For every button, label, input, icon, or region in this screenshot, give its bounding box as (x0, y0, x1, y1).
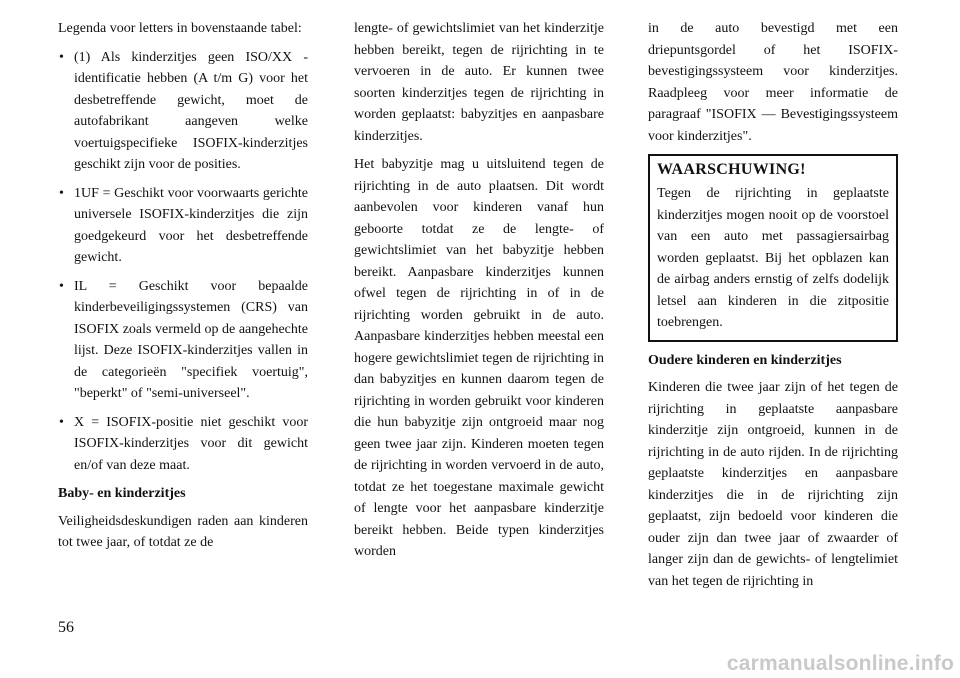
warning-box (648, 154, 898, 342)
paragraph-attachment: in de auto bevestigd met een driepuntsgordel of het ISOFIX-bevestigingssysteem voor kinderzitjes. Raadpleeg voor meer informatie de paragraaf "ISOFIX — Bevestigingssysteem voor kinderzitjes". (648, 21, 898, 144)
page-number: 56 (58, 619, 74, 636)
legend-item-il: • IL = Geschikt voor bepaalde kinderbeveiligingssystemen (CRS) van ISOFIX zoals vermeld op de aangehechte lijst. Deze ISOFIX-kinderzitjes vallen in de categorieën "specifiek voertuig", "beperkt" of "semi-universeel". (58, 276, 308, 405)
legend-intro: Legenda voor letters in bovenstaande tabel: (58, 21, 302, 36)
warning-title: WAARSCHUWING! (657, 161, 806, 178)
legend-item-1: • (1) Als kinderzitjes geen ISO/XX -identificatie hebben (A t/m G) voor het desbetreffende gewicht, moet de autofabrikant aangeven welke voertuigspecifieke ISOFIX-kinderzitjes geschikt zijn voor de posities. (58, 47, 308, 176)
warning-text: Tegen de rijrichting in geplaatste kinderzitjes mogen nooit op de voorstoel van een auto met passagiersairbag worden geplaatst. Bij het opblazen kan de airbag anders ernstig of zelfs dodelijk letsel aan kinderen in die zitpositie toebrengen. (657, 186, 889, 330)
paragraph-older-children: Kinderen die twee jaar zijn of het tegen de rijrichting in geplaatste aanpasbare kinderzitje zijn ontgroeid, kunnen in de rijrichting in de auto rijden. In de rijrichting geplaatste kinderzitjes en aanpasbare kinderzitjes die in de rijrichting zijn geplaatst, zijn bedoeld voor kinderen die ouder zijn dan twee jaar of zwaarder of langer zijn dan de gewichts- of lengtelimiet van het tegen de rijrichting in (648, 380, 898, 589)
paragraph-baby-seat-usage: Het babyzitje mag u uitsluitend tegen de rijrichting in de auto plaatsen. Dit wordt aanbevolen voor kinderen vanaf hun geboorte totdat ze de lengte- of gewichtslimiet van het babyzitje hebben bereikt. Aanpasbare kinderzitjes kunnen ofwel tegen de rijrichting in of in de rijrichting worden gebruikt in de auto. Aanpasbare kinderzitjes hebben meestal een hogere gewichtslimiet tegen de rijrichting in dan babyzitjes en kunnen daarom tegen de rijrichting in worden gebruikt voor kinderen die hun babyzitje zijn ontgroeid maar nog geen twee jaar zijn. Kinderen moeten tegen de rijrichting in worden vervoerd in de auto, totdat ze het toegestane maximale gewicht of lengte voor het aanpasbare kinderzitje bereikt hebben. Beide typen kinderzitjes worden (354, 157, 604, 559)
legend-item-x: • X = ISOFIX-positie niet geschikt voor ISOFIX-kinderzitjes voor dit gewicht en/of van deze maat. (58, 412, 308, 477)
column-right (648, 18, 898, 599)
column-middle (354, 18, 604, 570)
watermark: carmanualsonline.info (726, 652, 954, 675)
paragraph-rear-facing: lengte- of gewichtslimiet van het kinderzitje hebben bereikt, tegen de rijrichting in te vervoeren in de auto. Er kunnen twee soorten kinderzitjes tegen de rijrichting in worden geplaatst: babyzitjes en aanpasbare kinderzitjes. (354, 21, 604, 144)
section-heading-older-children: Oudere kinderen en kinderzitjes (648, 352, 842, 368)
section-heading-baby-seats: Baby- en kinderzitjes (58, 486, 186, 501)
column-left (58, 18, 308, 561)
paragraph-baby-seats-start: Veiligheidsdeskundigen raden aan kinderen tot twee jaar, of totdat ze de (58, 513, 308, 550)
legend-list (58, 47, 308, 477)
legend-item-1uf: • 1UF = Geschikt voor voorwaarts gerichte universele ISOFIX-kinderzitjes die zijn goedgekeurd voor het desbetreffende gewicht. (58, 183, 308, 269)
